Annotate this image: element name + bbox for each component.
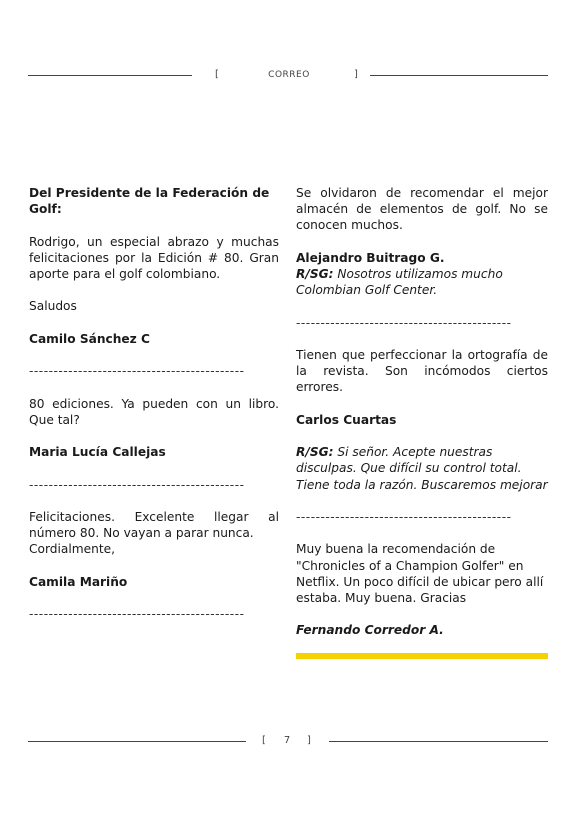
header-bracket-close: ] xyxy=(354,69,358,80)
separator: -------------------------------------------- xyxy=(296,315,512,330)
page-header xyxy=(28,68,548,82)
letter-body: Se olvidaron de recomendar el mejor almacén de elementos de golf. No se conocen muchos. xyxy=(296,186,548,233)
separator: -------------------------------------------- xyxy=(29,607,245,622)
reply-label: R/SG: xyxy=(296,445,334,460)
letter-closing: Cordialmente, xyxy=(29,542,115,557)
right-column xyxy=(296,185,548,659)
letter-signature: Maria Lucía Callejas xyxy=(29,445,166,460)
letter-body: Felicitaciones. Excelente llegar al número 80. No vayan a parar nunca. xyxy=(29,509,279,541)
letter-body: Tienen que perfeccionar la ortografía de la revista. Son incómodos ciertos errores. xyxy=(296,347,548,395)
separator: -------------------------------------------- xyxy=(296,509,512,524)
separator: -------------------------------------------- xyxy=(29,477,245,492)
footer-rule-left xyxy=(28,741,246,742)
letter-body: 80 ediciones. Ya pueden con un libro. Que tal? xyxy=(29,396,279,427)
letter-body: Muy buena la recomendación de "Chronicles of a Champion Golfer" en Netflix. Un poco difícil de ubicar pero allí estaba. Muy buena. Gracias xyxy=(296,542,544,605)
reply-label: R/SG: xyxy=(296,267,334,281)
editor-reply xyxy=(296,444,548,493)
header-rule-left xyxy=(28,75,192,76)
letter-body: Rodrigo, un especial abrazo y muchas felicitaciones por la Edición # 80. Gran aporte para el golf colombiano. xyxy=(29,234,279,281)
footer-bracket-open: [ xyxy=(262,735,266,746)
header-bracket-open: [ xyxy=(215,69,219,80)
letter-signature: Fernando Corredor A. xyxy=(296,623,444,638)
letter-signature: Carlos Cuartas xyxy=(296,412,397,427)
letter-heading: Del Presidente de la Federación de Golf: xyxy=(29,186,270,217)
page-footer xyxy=(28,734,548,748)
header-rule-right xyxy=(370,75,548,76)
reply-text: Nosotros utilizamos mucho Colombian Golf Center. xyxy=(296,267,503,298)
letter-signature: Camilo Sánchez C xyxy=(29,331,150,346)
page-number: 7 xyxy=(283,735,291,746)
footer-rule-right xyxy=(329,741,548,742)
letter-closing: Saludos xyxy=(29,299,77,314)
left-column xyxy=(29,185,279,622)
reply-text: Si señor. Acepte nuestras disculpas. Que difícil su control total. Tiene toda la razón. Buscaremos mejorar xyxy=(296,445,548,492)
footer-bracket-close: ] xyxy=(307,735,311,746)
letter-signature: Camila Mariño xyxy=(29,574,128,589)
accent-bar xyxy=(296,653,548,659)
separator: -------------------------------------------- xyxy=(29,364,245,379)
editor-reply xyxy=(296,266,548,298)
section-title: CORREO xyxy=(268,70,310,80)
letter-signature: Alejandro Buitrago G. xyxy=(296,250,445,265)
